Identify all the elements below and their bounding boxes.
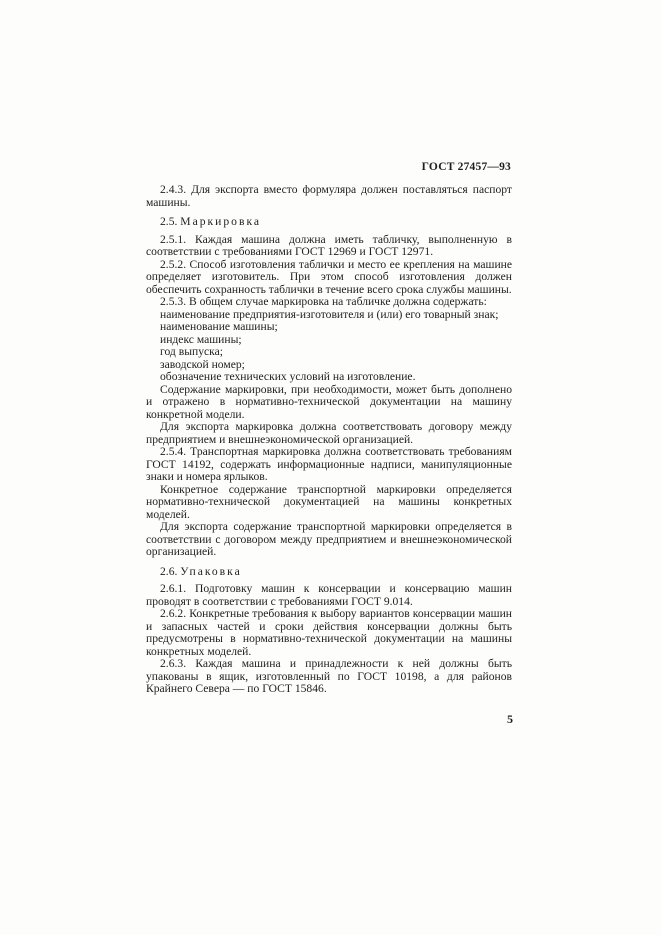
paragraph-2-6-3: 2.6.3. Каждая машина и принадлежности к ней должны быть упакованы в ящик, изготовленный по ГОСТ 10198, а для районов Крайнего Севера — по ГОСТ 15846. — [146, 657, 512, 695]
section-heading-2-6 — [146, 566, 512, 579]
paragraph-2-4-3: 2.4.3. Для экспорта вместо формуляра должен поставляться паспорт машины. — [146, 183, 512, 209]
paragraph-2-5-4: 2.5.4. Транспортная маркировка должна соответствовать требованиям ГОСТ 14192, содержать информационные надписи, манипуляционные знаки и номера ярлыков. — [146, 445, 512, 483]
standard-code-header: ГОСТ 27457—93 — [421, 161, 511, 173]
list-item: заводской номер; — [160, 357, 245, 371]
paragraph-2-6-2: 2.6.2. Конкретные требования к выбору вариантов консервации машин и запасных частей и сроки действия консервации должны быть предусмотрены в нормативно-технической документации на машины конкретных моделей. — [146, 607, 512, 658]
section-heading-2-5 — [146, 216, 512, 229]
document-body — [146, 184, 512, 696]
section-title: Маркировка — [180, 215, 262, 228]
page-number: 5 — [507, 712, 513, 726]
paragraph-2-5-3: 2.5.3. В общем случае маркировка на табличке должна содержать: — [160, 295, 487, 308]
list-item: обозначение технических условий на изготовление. — [160, 370, 416, 383]
paragraph-marking-content: Содержание маркировки, при необходимости, может быть дополнено и отражено в нормативно-технической документации на машину конкретной модели. — [146, 382, 512, 421]
list-item: год выпуска; — [160, 345, 223, 358]
paragraph-2-5-1: 2.5.1. Каждая машина должна иметь табличку, выполненную в соответствии с требованиями ГОСТ 12969 и ГОСТ 12971. — [146, 232, 512, 258]
list-item: наименование предприятия-изготовителя и (или) его товарный знак; — [160, 307, 499, 321]
paragraph-transport-export: Для экспорта содержание транспортной маркировки определяется в соответствии с договором между предприятием и внешнеэкономической организацией. — [146, 520, 512, 558]
paragraph-transport-content: Конкретное содержание транспортной маркировки определяется нормативно-технической документацией на машины конкретных моделей. — [146, 482, 512, 521]
list-item: наименование машины; — [160, 320, 278, 333]
list-item: индекс машины; — [160, 332, 242, 346]
section-number: 2.5. — [160, 215, 178, 228]
paragraph-2-5-2: 2.5.2. Способ изготовления таблички и место ее крепления на машине определяет изготовитель. При этом способ изготовления должен обеспечить сохранность таблички в течение всего срока службы машины. — [146, 257, 512, 296]
paragraph-2-6-1: 2.6.1. Подготовку машин к консервации и консервацию машин проводят в соответствии с требованиями ГОСТ 9.014. — [146, 582, 512, 608]
paragraph-marking-export: Для экспорта маркировка должна соответствовать договору между предприятием и внешнеэкономической организацией. — [146, 420, 512, 446]
section-number: 2.6. — [160, 564, 178, 578]
section-title: Упаковка — [180, 564, 242, 578]
